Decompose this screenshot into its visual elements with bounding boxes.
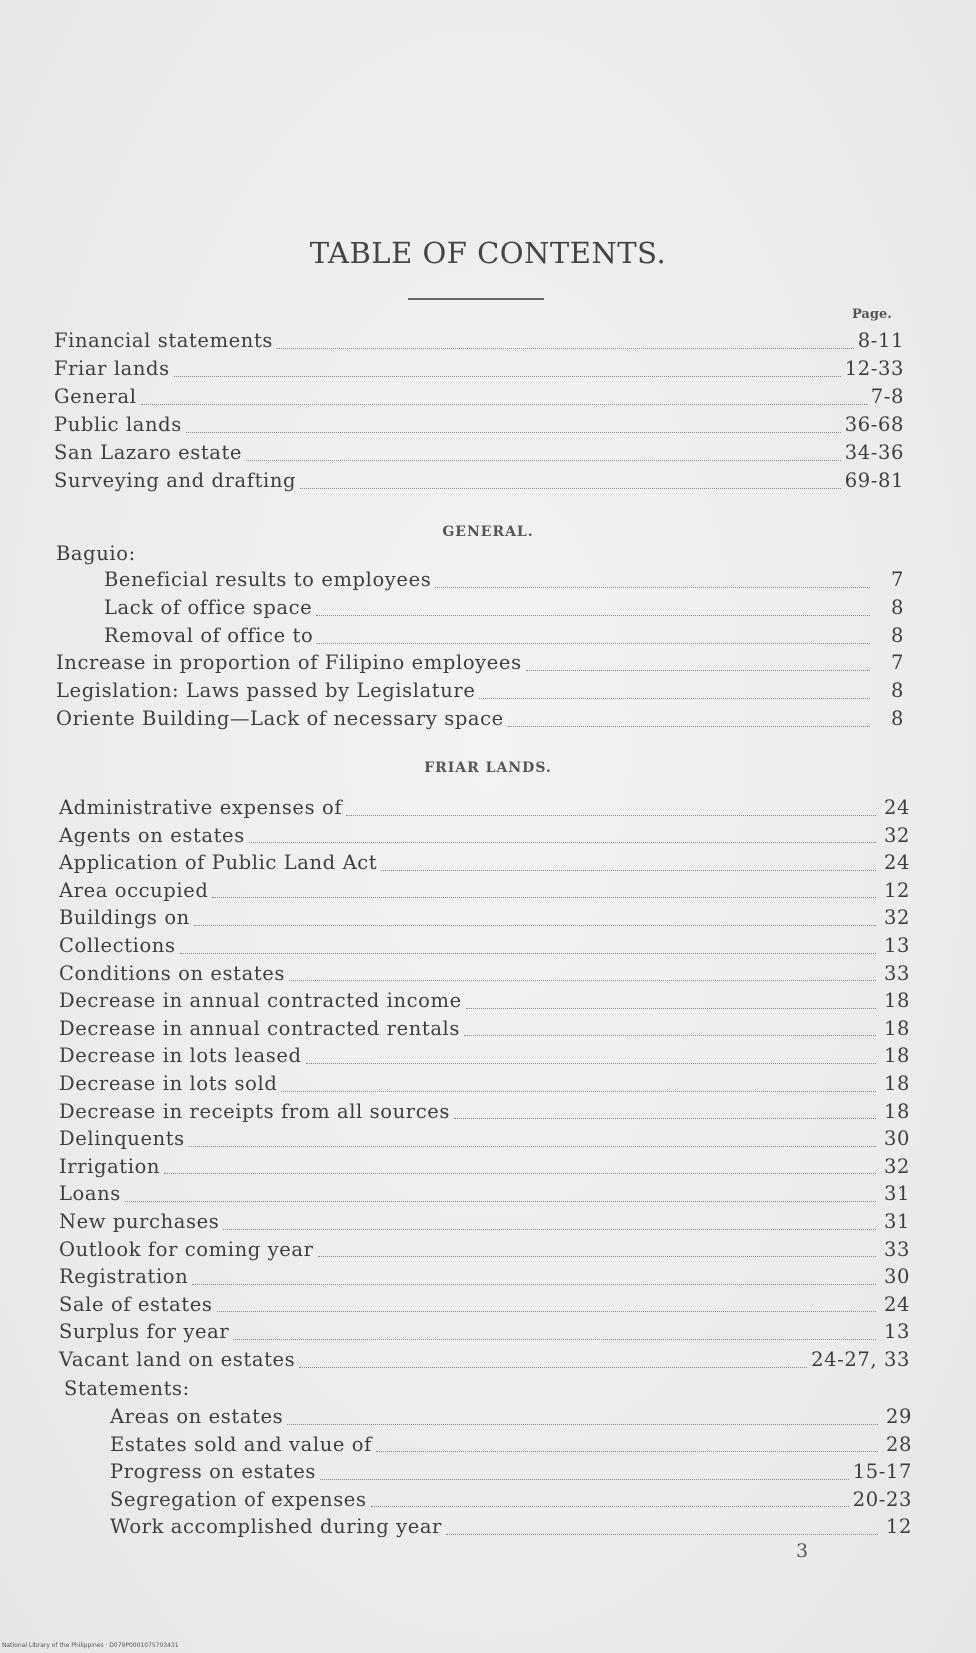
toc-entry-page: 13 (883, 1320, 910, 1344)
page-title: TABLE OF CONTENTS. (309, 236, 667, 270)
toc-entry-label: Decrease in lots sold (59, 1072, 278, 1095)
toc-entry-page: 18 (883, 1016, 910, 1040)
toc-entry (59, 933, 910, 959)
toc-entry (54, 356, 904, 382)
group-label-statements (64, 1376, 190, 1402)
toc-entry-label: General (54, 385, 137, 408)
toc-entry-page: 15-17 (852, 1460, 912, 1484)
toc-entry-label: Surveying and drafting (54, 469, 297, 492)
toc-entry-page: 24-27, 33 (811, 1348, 910, 1371)
toc-entry-label: San Lazaro estate (54, 441, 243, 464)
toc-entry-label: Work accomplished during year (110, 1515, 442, 1539)
dot-leader (174, 376, 841, 377)
toc-entry (59, 1016, 910, 1042)
toc-entry-page: 18 (883, 1072, 910, 1095)
dot-leader (289, 980, 876, 981)
toc-entry-label: Decrease in annual contracted rentals (59, 1016, 460, 1040)
toc-entry (59, 1126, 910, 1152)
toc-entry (59, 850, 910, 876)
toc-entry-label: Financial statements (54, 329, 274, 352)
toc-entry (59, 795, 910, 821)
dot-leader (299, 1367, 807, 1368)
toc-entry-page: 31 (883, 1210, 910, 1233)
toc-entry-label: Public lands (54, 413, 182, 436)
section-heading-friar-lands: FRIAR LANDS. (424, 760, 552, 776)
toc-entry-label: Areas on estates (110, 1405, 284, 1428)
toc-entry (59, 1347, 910, 1373)
toc-entry-page: 32 (883, 823, 910, 847)
toc-entry (54, 328, 904, 354)
dot-leader (435, 587, 870, 588)
page-number: 3 (796, 1540, 809, 1562)
toc-entry-page: 12-33 (844, 357, 904, 380)
toc-entry (59, 1099, 910, 1125)
dot-leader (464, 1035, 876, 1036)
toc-entry-page: 7-8 (870, 385, 904, 408)
toc-entry-label: Lack of office space (104, 596, 313, 619)
dot-leader (212, 897, 876, 898)
dot-leader (376, 1451, 878, 1452)
toc-entry-label: Oriente Building—Lack of necessary space (56, 707, 504, 730)
dot-leader (316, 615, 870, 616)
toc-entry-label: Progress on estates (110, 1460, 317, 1484)
toc-entry-label: Decrease in receipts from all sources (59, 1099, 450, 1123)
dot-leader (164, 1173, 876, 1174)
dot-leader (320, 1479, 849, 1480)
toc-entry (59, 1043, 910, 1069)
dot-leader (300, 488, 841, 489)
toc-entry-page: 8 (890, 624, 904, 647)
toc-entry-label: Sale of estates (59, 1292, 213, 1316)
toc-entry-label: Registration (59, 1265, 189, 1289)
dot-leader (508, 726, 870, 727)
toc-entry-label: Removal of office to (104, 624, 314, 647)
dot-leader (317, 643, 870, 644)
toc-entry (110, 1404, 912, 1430)
toc-entry-label: Segregation of expenses (110, 1487, 367, 1511)
toc-entry-page: 36-68 (844, 413, 904, 436)
toc-entry (59, 1264, 910, 1290)
toc-entry (104, 595, 904, 621)
dot-leader (192, 1284, 876, 1285)
toc-entry (56, 650, 904, 676)
toc-entry (59, 905, 910, 931)
toc-entry-page: 8 (890, 707, 904, 730)
dot-leader (479, 698, 870, 699)
toc-entry-page: 8-11 (857, 329, 904, 352)
toc-entry-label: Legislation: Laws passed by Legislature (56, 679, 476, 702)
toc-entry-page: 29 (885, 1405, 912, 1428)
toc-entry (59, 961, 910, 987)
dot-leader (466, 1008, 876, 1009)
toc-entry-page: 32 (883, 1154, 910, 1178)
toc-entry (110, 1487, 912, 1513)
toc-entry-page: 69-81 (844, 469, 904, 492)
page-column-header: Page. (852, 307, 892, 322)
section-heading-general: GENERAL. (442, 524, 534, 540)
toc-entry-page: 7 (890, 568, 904, 591)
toc-entry-label: Loans (59, 1182, 121, 1206)
toc-entry (59, 1292, 910, 1318)
toc-entry (104, 567, 904, 593)
toc-entry-label: Estates sold and value of (110, 1432, 372, 1456)
toc-entry-page: 32 (883, 906, 910, 930)
dot-leader (217, 1311, 876, 1312)
toc-entry-page: 8 (890, 679, 904, 702)
dot-leader (454, 1118, 876, 1119)
dot-leader (526, 670, 870, 671)
toc-entry (54, 468, 904, 494)
toc-entry-page: 20-23 (852, 1487, 912, 1511)
toc-entry-page: 30 (883, 1127, 910, 1151)
toc-entry-label: Surplus for year (59, 1320, 230, 1344)
toc-entry-page: 18 (883, 1044, 910, 1068)
group-label-text: Baguio: (56, 542, 136, 565)
toc-entry-label: Collections (59, 934, 176, 957)
toc-entry-page: 33 (883, 1237, 910, 1261)
toc-entry-page: 33 (883, 961, 910, 985)
toc-entry (56, 678, 904, 704)
toc-entry-label: Decrease in annual contracted income (59, 989, 462, 1013)
toc-entry (54, 440, 904, 466)
title-rule (408, 298, 544, 300)
toc-entry-label: Buildings on (59, 906, 190, 930)
dot-leader (446, 1534, 878, 1535)
group-label-text: Statements: (64, 1377, 190, 1400)
toc-entry-label: Administrative expenses of (59, 796, 343, 819)
dot-leader (194, 925, 876, 926)
toc-entry-label: Decrease in lots leased (59, 1044, 302, 1068)
toc-entry-page: 13 (883, 934, 910, 957)
toc-entry-label: Increase in proportion of Filipino employees (56, 651, 522, 674)
dot-leader (246, 460, 841, 461)
toc-entry (59, 988, 910, 1014)
toc-entry (59, 823, 910, 849)
toc-entry (56, 706, 904, 732)
toc-entry (110, 1459, 912, 1485)
toc-entry-page: 18 (883, 989, 910, 1013)
toc-entry-label: Conditions on estates (59, 961, 286, 985)
toc-entry (104, 623, 904, 649)
toc-entry-page: 31 (883, 1182, 910, 1206)
toc-entry-page: 7 (890, 651, 904, 674)
dot-leader (281, 1091, 876, 1092)
dot-leader (287, 1424, 878, 1425)
toc-entry-page: 24 (883, 796, 910, 819)
watermark: National Library of the Philippines · D079P0001075703431 (2, 1642, 179, 1649)
dot-leader (125, 1201, 876, 1202)
toc-entry (110, 1432, 912, 1458)
toc-entry-label: Irrigation (59, 1154, 161, 1178)
toc-entry-page: 12 (883, 878, 910, 902)
toc-entry (59, 1071, 910, 1097)
toc-entry-label: New purchases (59, 1210, 220, 1233)
toc-entry (59, 878, 910, 904)
dot-leader (223, 1229, 876, 1230)
toc-entry-page: 34-36 (844, 441, 904, 464)
toc-entry (54, 384, 904, 410)
dot-leader (318, 1256, 876, 1257)
dot-leader (189, 1146, 876, 1147)
toc-entry (59, 1154, 910, 1180)
toc-entry-page: 24 (883, 1292, 910, 1316)
dot-leader (346, 815, 876, 816)
toc-entry-page: 24 (883, 851, 910, 875)
dot-leader (180, 953, 876, 954)
toc-entry-page: 18 (883, 1099, 910, 1123)
toc-entry (59, 1237, 910, 1263)
group-label-baguio (56, 541, 136, 567)
toc-entry-page: 8 (890, 596, 904, 619)
toc-entry-label: Beneficial results to employees (104, 568, 432, 591)
toc-entry-label: Vacant land on estates (59, 1348, 296, 1371)
toc-entry (59, 1319, 910, 1345)
dot-leader (381, 870, 876, 871)
dot-leader (249, 842, 876, 843)
toc-entry (59, 1181, 910, 1207)
toc-entry-label: Delinquents (59, 1127, 185, 1151)
dot-leader (277, 348, 854, 349)
toc-entry-label: Outlook for coming year (59, 1237, 314, 1261)
toc-entry-page: 30 (883, 1265, 910, 1289)
dot-leader (186, 432, 841, 433)
toc-entry (54, 412, 904, 438)
toc-entry-label: Application of Public Land Act (59, 851, 378, 875)
toc-entry (59, 1209, 910, 1235)
dot-leader (233, 1339, 876, 1340)
toc-entry-label: Friar lands (54, 357, 170, 380)
dot-leader (141, 404, 867, 405)
toc-entry-label: Area occupied (59, 878, 209, 902)
toc-entry (110, 1514, 912, 1540)
dot-leader (371, 1506, 849, 1507)
toc-entry-page: 28 (885, 1432, 912, 1456)
toc-entry-label: Agents on estates (59, 823, 245, 847)
toc-entry-page: 12 (885, 1515, 912, 1539)
dot-leader (306, 1063, 876, 1064)
